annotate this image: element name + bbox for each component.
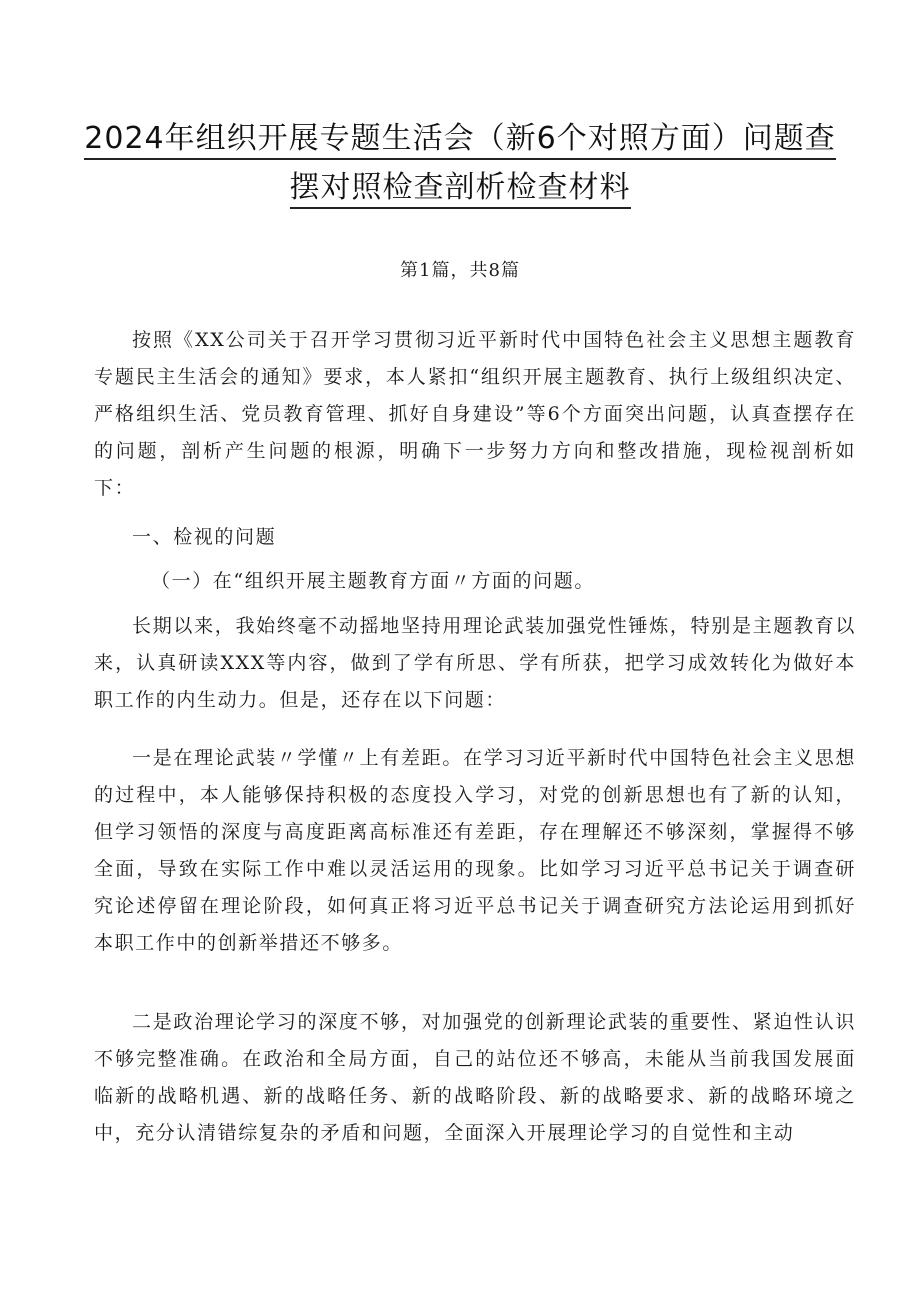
subsection-heading: （一）在“组织开展主题教育方面〃方面的问题。 (151, 570, 595, 592)
document-title-line-2: 摆对照检查剖析检查材料 (60, 162, 860, 206)
intro-paragraph: 按照《XX公司关于召开学习贯彻习近平新时代中国特色社会主义思想主题教育专题民主生活会的通知》要求，本人紧扣“组织开展主题教育、执行上级组织决定、严格组织生活、党员教育管理、抓好自身建设”等6个方面突出问题，认真查摆存在的问题，剖析产生问题的根源，明确下一步努力方向和整改措施，现检视剖析如下： (94, 329, 856, 499)
document-title-line-1: 2024年组织开展专题生活会（新6个对照方面）问题查 (60, 113, 860, 157)
body-paragraph: 长期以来，我始终毫不动摇地坚持用理论武装加强党性锤炼，特别是主题教育以来，认真研读XXX等内容，做到了学有所思、学有所获，把学习成效转化为做好本职工作的内生动力。但是，还存在以下问题： (94, 615, 856, 711)
body-paragraph: 二是政治理论学习的深度不够，对加强党的创新理论武装的重要性、紧迫性认识不够完整准确。在政治和全局方面，自己的站位还不够高，未能从当前我国发展面临新的战略机遇、新的战略任务、新的战略阶段、新的战略要求、新的战略环境之中，充分认清错综复杂的矛盾和问题，全面深入开展理论学习的自觉性和主动 (94, 1011, 856, 1144)
document-part-indicator: 第1篇，共8篇 (400, 260, 520, 281)
section-heading: 一、检视的问题 (132, 526, 277, 548)
body-paragraph: 一是在理论武装〃学懂〃上有差距。在学习习近平新时代中国特色社会主义思想的过程中，本人能够保持积极的态度投入学习，对党的创新思想也有了新的认知，但学习领悟的深度与高度距离高标准还有差距，存在理解还不够深刻，掌握得不够全面，导致在实际工作中难以灵活运用的现象。比如学习习近平总书记关于调查研究论述停留在理论阶段，如何真正将习近平总书记关于调查研究方法论运用到抓好本职工作中的创新举措还不够多。 (94, 747, 856, 954)
